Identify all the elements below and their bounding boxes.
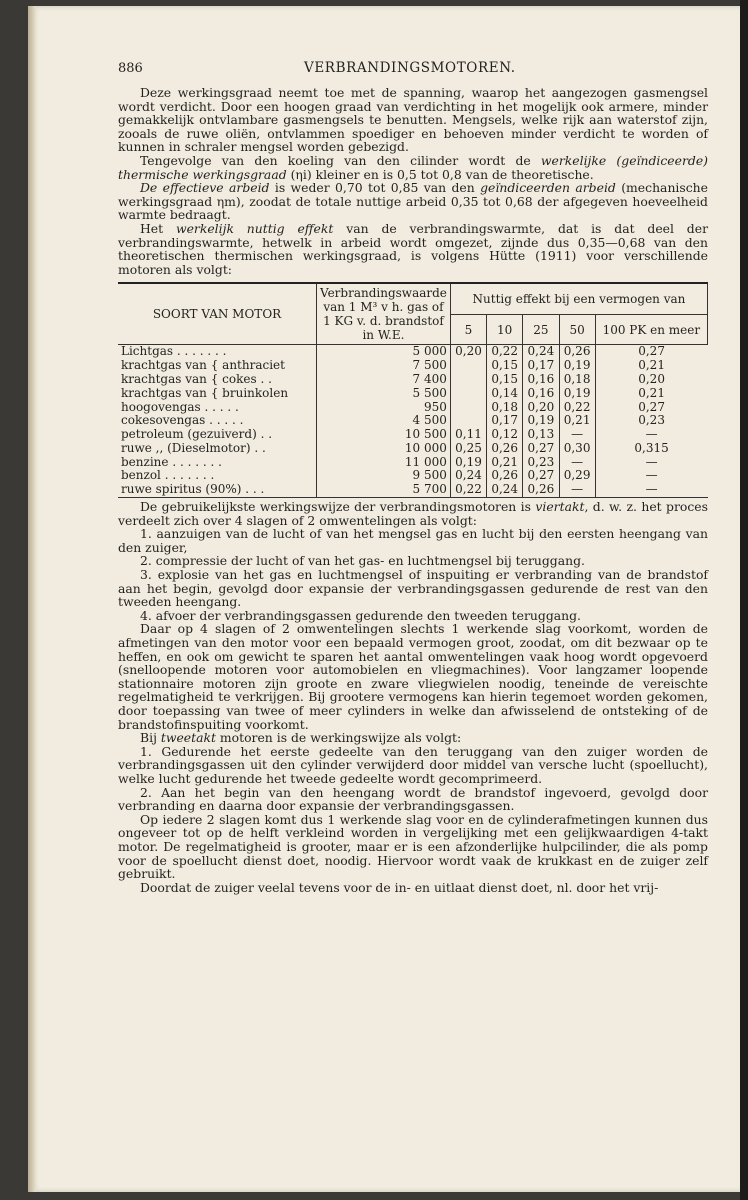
page-header bbox=[118, 62, 708, 86]
cell-effect: 0,20 bbox=[523, 401, 559, 415]
cell-effect: 0,22 bbox=[450, 483, 486, 497]
table-row bbox=[118, 442, 708, 456]
cell-effect: 0,26 bbox=[559, 345, 595, 359]
cell-effect: 0,27 bbox=[595, 345, 707, 359]
cell-effect: 0,21 bbox=[487, 456, 523, 470]
cell-effect: 0,17 bbox=[523, 359, 559, 373]
cell-effect bbox=[450, 387, 486, 401]
cell-effect: 0,20 bbox=[450, 345, 486, 359]
cell-motor: hoogovengas . . . . . bbox=[121, 399, 239, 414]
paragraph-four-stroke: De gebruikelijkste werkingswijze der verbrandingsmotoren is viertakt, d. w. z. het proces verdeelt zich over 4 slagen of 2 omwentelingen als volgt: bbox=[118, 499, 708, 528]
paragraph-two-stroke-advantage: Op iedere 2 slagen komt dus 1 werkende slag voor en de cylinderafmetingen kunnen dus ongeveer tot op de helft verkleind worden in vergelijking met een gelijkwaardigen 4-takt motor. De regelmatigheid is grooter, maar er is een afzonderlijke hulpcilinder, die als pomp voor de spoellucht dienst doet, noodig. Hiervoor wordt vaak de krukkast en de zuiger zelf gebruikt. bbox=[118, 811, 708, 882]
cell-heat-value: 4 500 bbox=[317, 414, 451, 428]
cell-heat-value: 7 500 bbox=[317, 359, 451, 373]
cell-heat-value: 10 500 bbox=[317, 428, 451, 442]
table-row bbox=[118, 373, 708, 387]
cell-motor: ruwe spiritus (90%) . . . bbox=[118, 483, 317, 497]
cell-effect bbox=[450, 359, 486, 373]
paragraph-useful-effect: Het werkelijk nuttig effekt van de verbrandingswarmte, dat is dat deel der verbrandingswarmte, hetwelk in arbeid wordt omgezet, zijnde dus 0,35—0,68 van den theoretischen thermischen werkingsgraad, is volgens Hütte (1911) voor verschillende motoren als volgt: bbox=[118, 220, 708, 277]
cell-effect: — bbox=[559, 428, 595, 442]
cell-effect: 0,26 bbox=[523, 483, 559, 497]
cell-effect: — bbox=[595, 456, 707, 470]
table-row bbox=[118, 414, 708, 428]
col-effect-header: Nuttig effekt bij een vermogen van bbox=[450, 283, 707, 314]
paragraph-compression: Deze werkingsgraad neemt toe met de spanning, waarop het aangezogen gasmengsel wordt verdicht. Door een hoogen graad van verdichting in het mogelijk ook armere, minder gemakkelijk ontvlambare gasmengsels te benutten. Mengsels, welke rijk aan waterstof zijn, zooals de ruwe oliën, ontvlammen spoediger en behoeven minder verdicht te worden of kunnen in schraler mengsel worden gebezigd. bbox=[118, 85, 708, 155]
cell-heat-value: 9 500 bbox=[317, 469, 451, 483]
list-four-stroke-item: 1. aanzuigen van de lucht of van het mengsel gas en lucht bij den eersten heengang van den zuiger, bbox=[118, 526, 708, 555]
table-row bbox=[118, 359, 708, 373]
cell-motor: cokesovengas . . . . . bbox=[121, 413, 244, 428]
cell-effect: 0,25 bbox=[450, 442, 486, 456]
cell-motor: krachtgas van { bruinkolen bbox=[121, 385, 289, 400]
cell-effect: 0,23 bbox=[523, 456, 559, 470]
cell-effect: 0,22 bbox=[487, 345, 523, 359]
cell-motor: ruwe ,, (Dieselmotor) . . bbox=[121, 440, 266, 455]
table-row bbox=[118, 428, 708, 442]
cell-effect: 0,19 bbox=[559, 387, 595, 401]
col-power-25: 25 bbox=[523, 314, 559, 344]
cell-effect: — bbox=[559, 456, 595, 470]
running-head: VERBRANDINGSMOTOREN. bbox=[304, 60, 516, 76]
table-row bbox=[118, 345, 708, 359]
cell-heat-value: 5 000 bbox=[317, 345, 451, 359]
cell-effect: 0,24 bbox=[450, 469, 486, 483]
cell-heat-value: 5 500 bbox=[317, 387, 451, 401]
cell-effect: 0,29 bbox=[559, 469, 595, 483]
cell-effect: 0,16 bbox=[523, 387, 559, 401]
cell-effect: 0,24 bbox=[487, 483, 523, 497]
cell-effect: 0,18 bbox=[487, 401, 523, 415]
cell-effect: 0,315 bbox=[595, 442, 707, 456]
cell-motor: benzol . . . . . . . bbox=[121, 468, 215, 483]
cell-effect: 0,20 bbox=[595, 373, 707, 387]
cell-effect: 0,21 bbox=[559, 414, 595, 428]
table-row bbox=[118, 469, 708, 483]
paragraph-dimensions: Daar op 4 slagen of 2 omwentelingen slechts 1 werkende slag voorkomt, worden de afmetingen van den motor voor een bepaald vermogen groot, zoodat, om dit bezwaar op te heffen, en ook om gewicht te sparen het aantal omwentelingen vaak hoog wordt opgevoerd (snelloopende motoren voor automobielen en vliegmachines). Voor langzamer loopende stationnaire motoren zijn groote en zware vliegwielen noodig, teneinde de vereischte regelmatigheid te verkrijgen. Bij grootere vermogens kan hierin tegemoet worden gekomen, door toepassing van twee of meer cylinders in welke dan afwisselend de ontsteking of de brandstofinspuiting voorkomt. bbox=[118, 621, 708, 732]
list-four-stroke-item: 3. explosie van het gas en luchtmengsel of inspuiting er verbranding van de brandstof aan het begin, gevolgd door expansie der verbrandingsgassen gedurende de rest van den tweeden heengang. bbox=[118, 567, 708, 610]
cell-effect: 0,26 bbox=[487, 469, 523, 483]
table-row bbox=[118, 401, 708, 415]
cell-motor: petroleum (gezuiverd) . . bbox=[121, 427, 273, 442]
cell-effect: 0,15 bbox=[487, 373, 523, 387]
cell-effect: — bbox=[595, 469, 707, 483]
cell-effect: 0,19 bbox=[523, 414, 559, 428]
col-motor-header: SOORT VAN MOTOR bbox=[118, 283, 317, 345]
col-power-100: 100 PK en meer bbox=[595, 314, 707, 344]
cell-effect: 0,30 bbox=[559, 442, 595, 456]
cell-motor: krachtgas van { cokes . . bbox=[121, 371, 272, 386]
table-row bbox=[118, 456, 708, 470]
cell-effect: 0,13 bbox=[523, 428, 559, 442]
cell-effect bbox=[450, 373, 486, 387]
cell-effect: 0,27 bbox=[523, 442, 559, 456]
cell-effect: 0,17 bbox=[487, 414, 523, 428]
table-row bbox=[118, 483, 708, 497]
list-two-stroke-item: 1. Gedurende het eerste gedeelte van den teruggang van den zuiger worden de verbrandingsgassen uit den cylinder verwijderd door middel van versche lucht (spoellucht), welke lucht gedurende het tweede gedeelte wordt gecomprimeerd. bbox=[118, 743, 708, 786]
cell-effect: 0,15 bbox=[487, 359, 523, 373]
efficiency-table bbox=[118, 282, 708, 498]
list-four-stroke-item: 4. afvoer der verbrandingsgassen gedurende den tweeden teruggang. bbox=[140, 607, 581, 623]
book-gutter bbox=[740, 0, 748, 1200]
table-row bbox=[118, 387, 708, 401]
col-power-10: 10 bbox=[487, 314, 523, 344]
cell-motor: krachtgas van { anthraciet bbox=[121, 358, 285, 373]
cell-motor: benzine . . . . . . . bbox=[121, 454, 222, 469]
paragraph-two-stroke: Bij tweetakt motoren is de werkingswijze als volgt: bbox=[140, 730, 462, 746]
col-power-5: 5 bbox=[450, 314, 486, 344]
cell-effect: 0,21 bbox=[595, 359, 707, 373]
cell-motor: Lichtgas . . . . . . . bbox=[121, 344, 227, 359]
col-value-header: Verbrandingswaarde van 1 M³ v h. gas of 1 KG v. d. brandstof in W.E. bbox=[317, 283, 451, 345]
cell-effect: 0,19 bbox=[450, 456, 486, 470]
cell-effect: — bbox=[595, 428, 707, 442]
cell-effect bbox=[450, 414, 486, 428]
cell-effect: 0,22 bbox=[559, 401, 595, 415]
paragraph-thermal-efficiency: Tengevolge van den koeling van den cilinder wordt de werkelijke (geïndiceerde) thermische werkingsgraad (ηi) kleiner en is 0,5 tot 0,8 van de theoretische. bbox=[118, 152, 708, 182]
list-four-stroke-item: 2. compressie der lucht of van het gas- en luchtmengsel bij teruggang. bbox=[140, 553, 585, 569]
col-power-50: 50 bbox=[559, 314, 595, 344]
cell-effect: 0,18 bbox=[559, 373, 595, 387]
cell-effect: 0,24 bbox=[523, 345, 559, 359]
cell-effect: 0,21 bbox=[595, 387, 707, 401]
cell-effect: 0,23 bbox=[595, 414, 707, 428]
cell-heat-value: 7 400 bbox=[317, 373, 451, 387]
cell-heat-value: 11 000 bbox=[317, 456, 451, 470]
paragraph-effective-work: De effectieve arbeid is weder 0,70 tot 0,85 van den geïndiceerden arbeid (mechanische werkingsgraad ηm), zoodat de totale nuttige arbeid 0,35 tot 0,68 der afgegeven hoeveelheid warmte bedraagt. bbox=[118, 180, 708, 223]
cell-effect: — bbox=[559, 483, 595, 497]
cell-effect: — bbox=[595, 483, 707, 497]
list-two-stroke-item: 2. Aan het begin van den heengang wordt de brandstof ingevoerd, gevolgd door verbranding en daarna door expansie der verbrandingsgassen. bbox=[118, 784, 708, 814]
cell-effect: 0,19 bbox=[559, 359, 595, 373]
paragraph-continuation: Doordat de zuiger veelal tevens voor de in- en uitlaat dienst doet, nl. door het vrij- bbox=[140, 879, 659, 895]
cell-heat-value: 10 000 bbox=[317, 442, 451, 456]
page-number: 886 bbox=[118, 61, 143, 76]
cell-effect: 0,27 bbox=[523, 469, 559, 483]
cell-heat-value: 950 bbox=[317, 401, 451, 415]
cell-effect: 0,14 bbox=[487, 387, 523, 401]
cell-effect bbox=[450, 401, 486, 415]
cell-heat-value: 5 700 bbox=[317, 483, 451, 497]
page-content bbox=[118, 62, 708, 894]
cell-effect: 0,16 bbox=[523, 373, 559, 387]
cell-effect: 0,11 bbox=[450, 428, 486, 442]
cell-effect: 0,12 bbox=[487, 428, 523, 442]
page-binding-edge bbox=[28, 6, 36, 1192]
cell-effect: 0,26 bbox=[487, 442, 523, 456]
cell-effect: 0,27 bbox=[595, 401, 707, 415]
